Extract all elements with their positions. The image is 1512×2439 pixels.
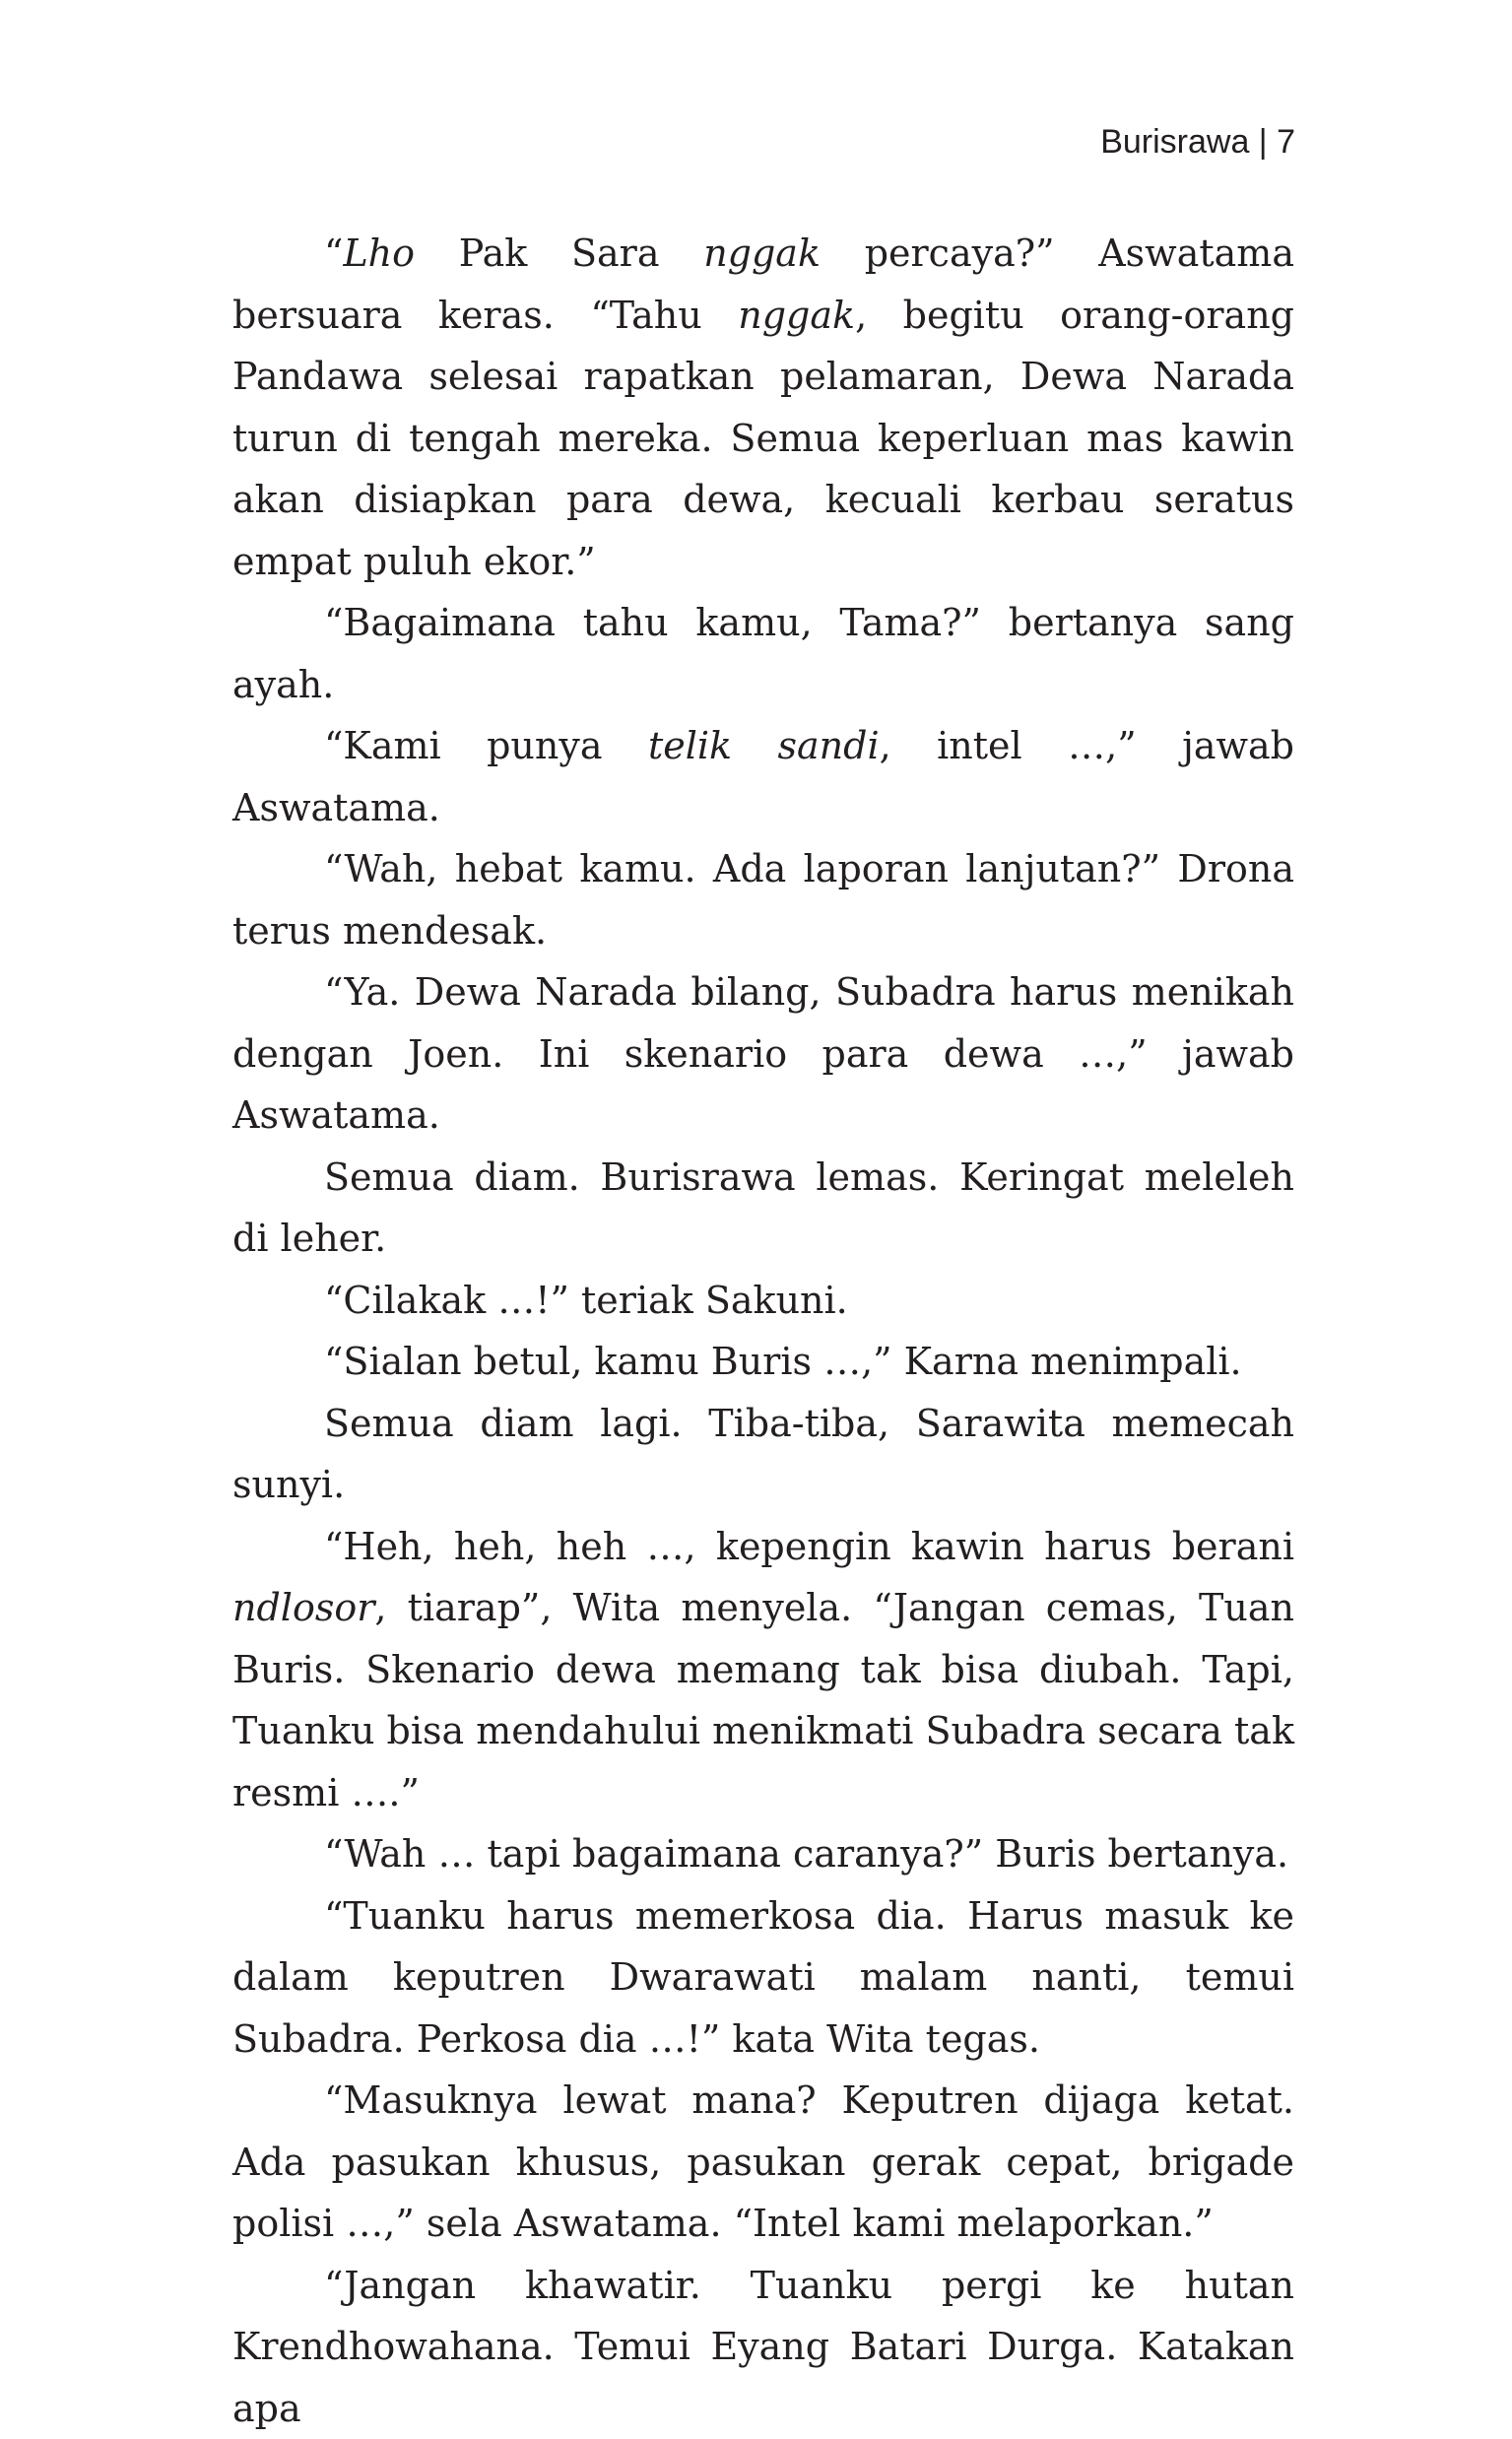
text-run: “Wah … tapi bagaimana caranya?” Buris bertanya. — [324, 1832, 1288, 1876]
paragraph — [232, 1270, 1294, 1332]
text-run: , intel …,” jawab Aswatama. — [232, 724, 1294, 829]
paragraph — [232, 1393, 1294, 1516]
paragraph — [232, 1516, 1294, 1824]
text-run: percaya?” Aswatama bersuara keras. “Tahu — [232, 231, 1294, 337]
text-run: “Jangan khawatir. Tuanku pergi ke hutan Krendhowahana. Temui Eyang Batari Durga. Katakan apa — [232, 2264, 1294, 2430]
text-run: “Wah, hebat kamu. Ada laporan lanjutan?” Drona terus mendesak. — [232, 847, 1294, 953]
paragraph — [232, 592, 1294, 715]
text-run: Semua diam lagi. Tiba-tiba, Sarawita memecah sunyi. — [232, 1402, 1294, 1507]
paragraph — [232, 1331, 1294, 1393]
text-run: Semua diam. Burisrawa lemas. Keringat meleleh di leher. — [232, 1155, 1294, 1261]
text-run: “Tuanku harus memerkosa dia. Harus masuk ke dalam keputren Dwarawati malam nanti, temui Subadra. Perkosa dia …!” kata Wita tegas. — [232, 1894, 1294, 2061]
text-run: “Heh, heh, heh …, kepengin kawin harus berani — [324, 1525, 1294, 1568]
text-run: , begitu orang-orang Pandawa selesai rapatkan pelamaran, Dewa Narada turun di tengah mereka. Semua keperluan mas kawin akan disiapkan para dewa, kecuali kerbau seratus empat puluh ekor.” — [232, 294, 1294, 583]
italic-text: nggak — [738, 294, 855, 337]
text-run: “Masuknya lewat mana? Keputren dijaga ketat. Ada pasukan khusus, pasukan gerak cepat, brigade polisi …,” sela Aswatama. “Intel kami melaporkan.” — [232, 2078, 1294, 2245]
text-run: “Sialan betul, kamu Buris …,” Karna menimpali. — [324, 1340, 1242, 1383]
paragraph — [232, 838, 1294, 961]
paragraph — [232, 1823, 1294, 1885]
text-run: Pak Sara — [415, 231, 703, 275]
running-head: Burisrawa | 7 — [1100, 122, 1295, 162]
paragraph — [232, 1885, 1294, 2071]
italic-text: ndlosor — [232, 1586, 374, 1629]
paragraph — [232, 1147, 1294, 1270]
text-run: “ — [324, 231, 343, 275]
paragraph — [232, 2070, 1294, 2255]
paragraph — [232, 2255, 1294, 2439]
text-run: “Kami punya — [324, 724, 648, 767]
paragraph — [232, 961, 1294, 1147]
text-run: , tiarap”, Wita menyela. “Jangan cemas, Tuan Buris. Skenario dewa memang tak bisa diubah. Tapi, Tuanku bisa mendahului menikmati Subadra secara tak resmi ….” — [232, 1586, 1294, 1814]
italic-text: nggak — [703, 231, 821, 275]
text-run: “Bagaimana tahu kamu, Tama?” bertanya sang ayah. — [232, 601, 1294, 706]
text-run: “Ya. Dewa Narada bilang, Subadra harus menikah dengan Joen. Ini skenario para dewa …,” jawab Aswatama. — [232, 970, 1294, 1137]
body-text — [232, 223, 1294, 2439]
text-run: “Cilakak …!” teriak Sakuni. — [324, 1279, 848, 1322]
paragraph — [232, 223, 1294, 592]
paragraph — [232, 715, 1294, 838]
italic-text: Lho — [343, 231, 415, 275]
italic-text: telik sandi — [648, 724, 880, 767]
